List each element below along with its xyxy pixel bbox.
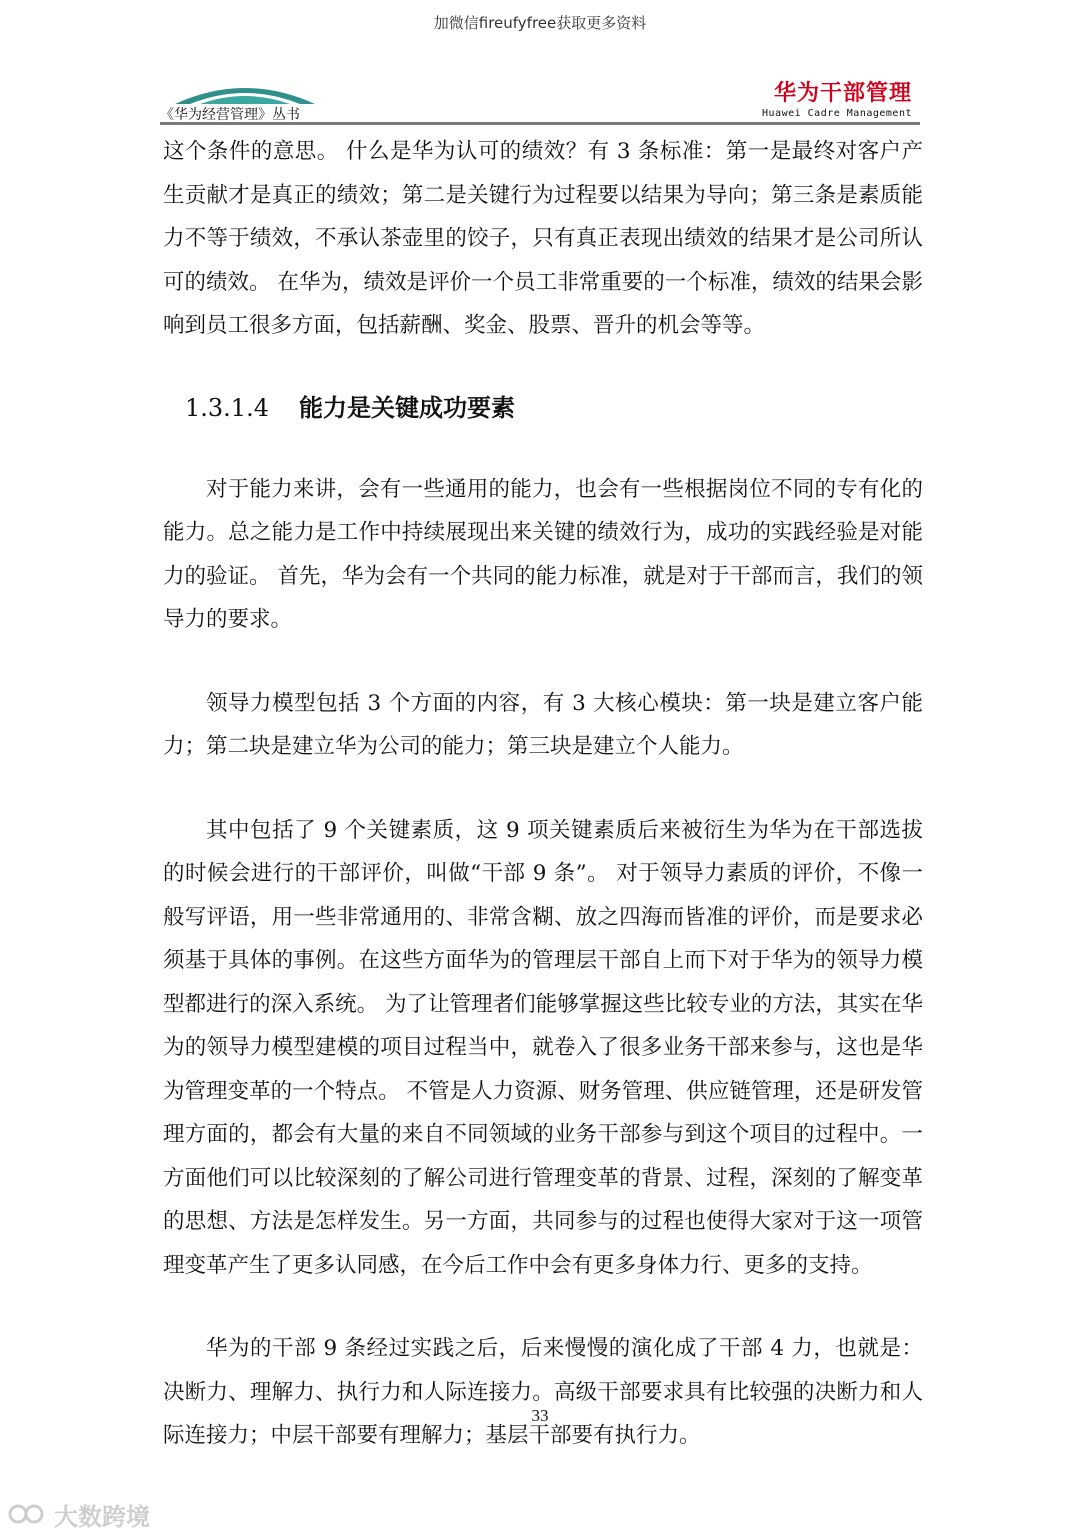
page-number: 33 <box>531 1406 549 1425</box>
header-divider <box>160 122 920 125</box>
page-header <box>160 70 920 126</box>
paragraph-0: 这个条件的意思。 什么是华为认可的绩效？有 3 条标准：第一是最终对客户产生贡献才是真正的绩效；第二是关键行为过程要以结果为导向；第三条是素质能力不等于绩效，不承认茶壶里的饺子，只有真正表现出绩效的结果才是公司所认可的绩效。 在华为，绩效是评价一个员工非常重要的一个标准，绩效的结果会影响到员工很多方面，包括薪酬、奖金、股票、晋升的机会等等。 <box>163 139 923 338</box>
section-number: 1.3.1.4 <box>185 393 269 422</box>
watermark <box>8 1497 150 1531</box>
brand-title: 华为干部管理 <box>773 81 912 106</box>
paragraph-4: 华为的干部 9 条经过实践之后，后来慢慢的演化成了干部 4 力，也就是：决断力、理解力、执行力和人际连接力。高级干部要求具有比较强的决断力和人际连接力；中层干部要有理解力；基层干部要有执行力。 <box>163 1336 923 1448</box>
section-heading <box>185 388 923 428</box>
top-note: 加微信fireufyfree获取更多资料 <box>433 14 647 32</box>
page-content <box>163 130 923 1498</box>
paragraph-3: 其中包括了 9 个关键素质，这 9 项关键素质后来被衍生为华为在干部选拔的时候会进行的干部评价，叫做“干部 9 条”。 对于领导力素质的评价，不像一般写评语，用一些非常通用的、非常含糊、放之四海而皆准的评价，而是要求必须基于具体的事例。在这些方面华为的管理层干部自上而下对于华为的领导力模型都进行的深入系统。 为了让管理者们能够掌握这些比较专业的方法，其实在华为的领导力模型建模的项目过程当中，就卷入了很多业务干部来参与，这也是华为管理变革的一个特点。 不管是人力资源、财务管理、供应链管理，还是研发管理方面的，都会有大量的来自不同领域的业务干部参与到这个项目的过程中。一方面他们可以比较深刻的了解公司进行管理变革的背景、过程，深刻的了解变革的思想、方法是怎样发生。另一方面，共同参与的过程也使得大家对于这一项管理变革产生了更多认同感，在今后工作中会有更多身体力行、更多的支持。 <box>163 817 923 1278</box>
series-title: 《华为经营管理》丛书 <box>160 107 300 123</box>
brand-subtitle: Huawei Cadre Management <box>762 108 912 119</box>
section-title: 能力是关键成功要素 <box>298 393 515 422</box>
watermark-text: 大数跨境 <box>54 1502 150 1531</box>
paragraph-2: 领导力模型包括 3 个方面的内容，有 3 大核心模块：第一块是建立客户能力；第二块是建立华为公司的能力；第三块是建立个人能力。 <box>163 690 923 759</box>
paragraph-1: 对于能力来讲，会有一些通用的能力，也会有一些根据岗位不同的专有化的能力。总之能力是工作中持续展现出来关键的绩效行为，成功的实践经验是对能力的验证。 首先，华为会有一个共同的能力标准，就是对于干部而言，我们的领导力的要求。 <box>163 476 923 632</box>
watermark-logo-icon <box>8 1500 48 1528</box>
